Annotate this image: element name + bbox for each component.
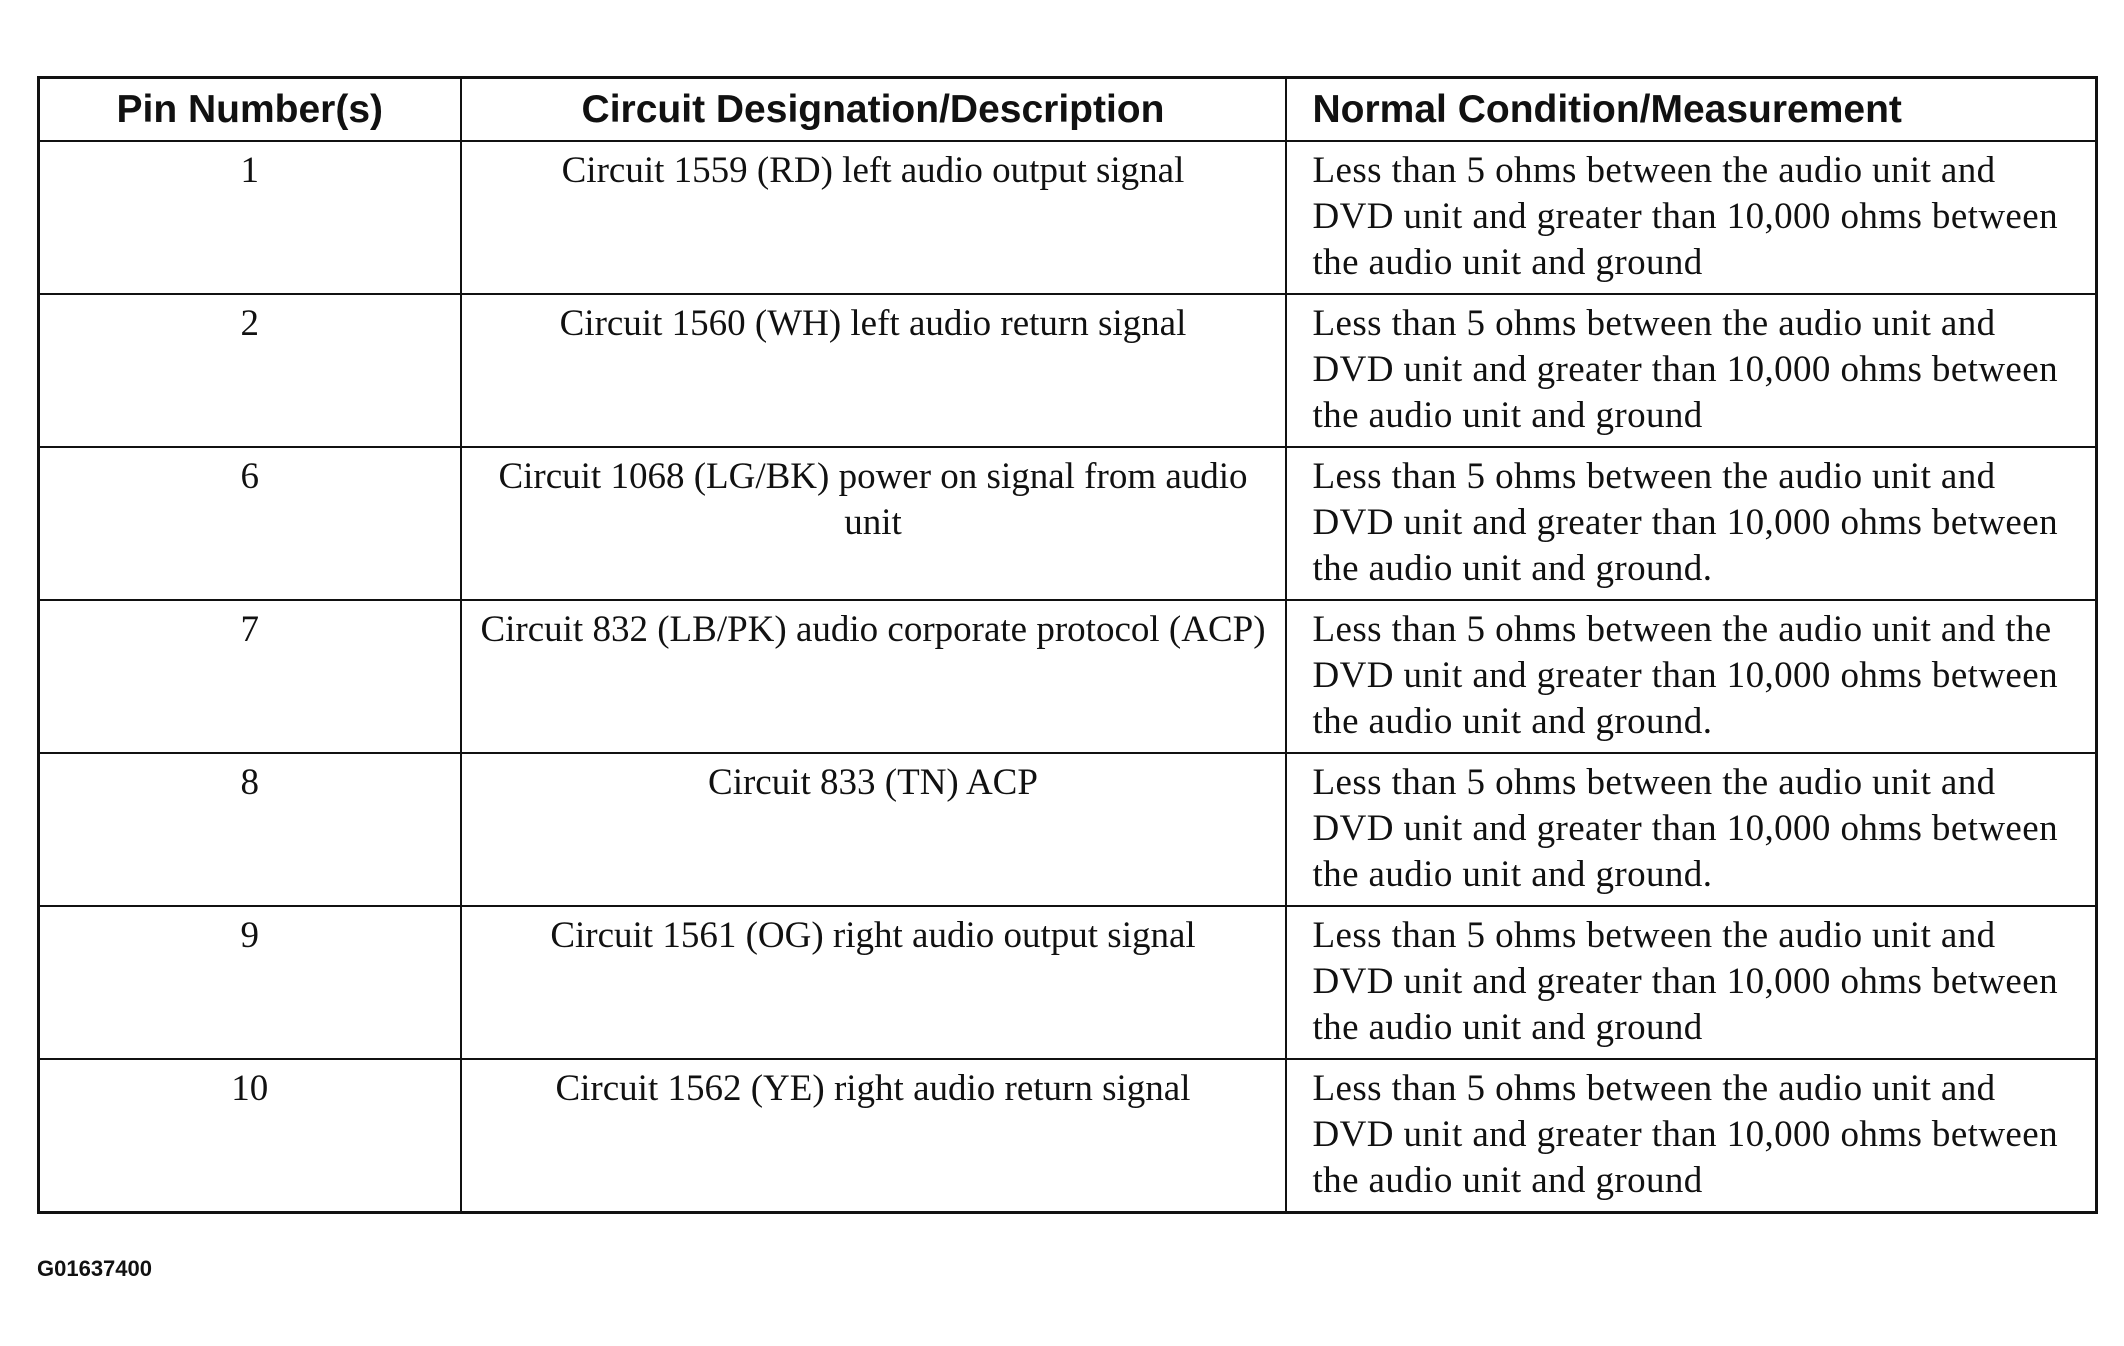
circuit-description-cell: Circuit 1559 (RD) left audio output signal — [461, 141, 1286, 294]
pin-number-cell: 9 — [39, 906, 461, 1059]
circuit-description-cell: Circuit 1560 (WH) left audio return signal — [461, 294, 1286, 447]
header-pin-numbers: Pin Number(s) — [39, 78, 461, 142]
table-row — [39, 753, 2097, 906]
table-row — [39, 600, 2097, 753]
measurement-cell: Less than 5 ohms between the audio unit and DVD unit and greater than 10,000 ohms between the audio unit and ground — [1286, 294, 2097, 447]
measurement-cell: Less than 5 ohms between the audio unit and DVD unit and greater than 10,000 ohms between the audio unit and ground. — [1286, 447, 2097, 600]
header-circuit-description: Circuit Designation/Description — [461, 78, 1286, 142]
circuit-description-cell: Circuit 1562 (YE) right audio return signal — [461, 1059, 1286, 1212]
circuit-description-cell: Circuit 1561 (OG) right audio output signal — [461, 906, 1286, 1059]
pin-number-cell: 10 — [39, 1059, 461, 1212]
circuit-description-cell: Circuit 832 (LB/PK) audio corporate protocol (ACP) — [461, 600, 1286, 753]
pinout-table — [37, 76, 2098, 1214]
table-row — [39, 294, 2097, 447]
figure-id-label: G01637400 — [37, 1256, 152, 1281]
table-row — [39, 1059, 2097, 1212]
measurement-cell: Less than 5 ohms between the audio unit and DVD unit and greater than 10,000 ohms between the audio unit and ground — [1286, 1059, 2097, 1212]
table-header-row — [39, 78, 2097, 142]
pin-number-cell: 7 — [39, 600, 461, 753]
header-normal-condition: Normal Condition/Measurement — [1286, 78, 2097, 142]
table-row — [39, 141, 2097, 294]
measurement-cell: Less than 5 ohms between the audio unit and DVD unit and greater than 10,000 ohms between the audio unit and ground. — [1286, 753, 2097, 906]
pin-number-cell: 8 — [39, 753, 461, 906]
pin-number-cell: 2 — [39, 294, 461, 447]
table-row — [39, 906, 2097, 1059]
measurement-cell: Less than 5 ohms between the audio unit and the DVD unit and greater than 10,000 ohms between the audio unit and ground. — [1286, 600, 2097, 753]
circuit-description-cell: Circuit 833 (TN) ACP — [461, 753, 1286, 906]
pin-number-cell: 1 — [39, 141, 461, 294]
table-row — [39, 447, 2097, 600]
pin-number-cell: 6 — [39, 447, 461, 600]
measurement-cell: Less than 5 ohms between the audio unit and DVD unit and greater than 10,000 ohms between the audio unit and ground — [1286, 906, 2097, 1059]
measurement-cell: Less than 5 ohms between the audio unit and DVD unit and greater than 10,000 ohms between the audio unit and ground — [1286, 141, 2097, 294]
circuit-description-cell: Circuit 1068 (LG/BK) power on signal from audio unit — [461, 447, 1286, 600]
